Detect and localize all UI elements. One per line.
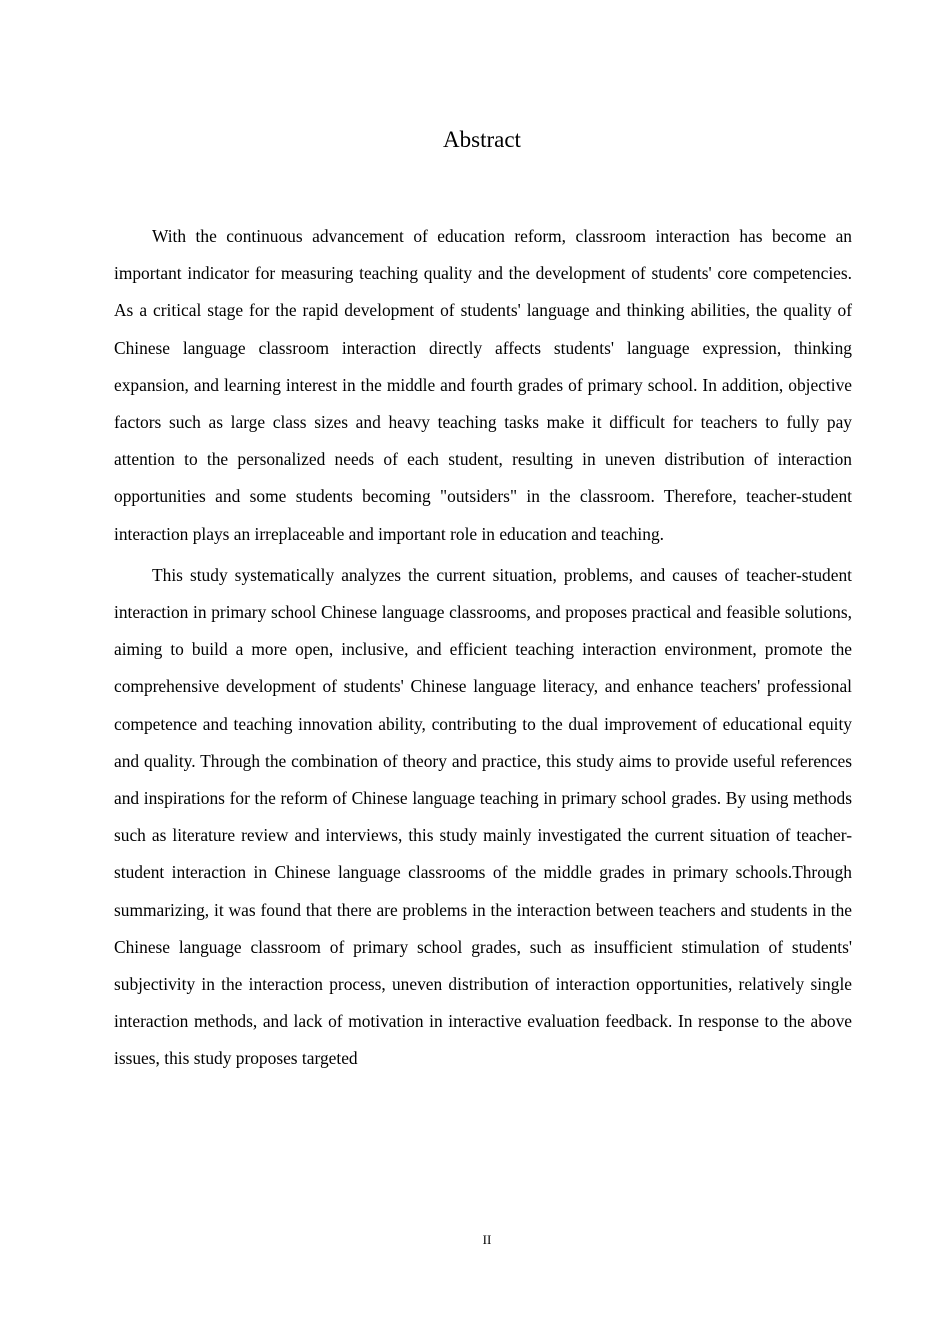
abstract-paragraph-1: With the continuous advancement of education reform, classroom interaction has become an important indicator for measuring teaching quality and the development of students' core competencies. As a critical stage for the rapid development of students' language and thinking abilities, the quality of Chinese language classroom interaction directly affects students' language expression, thinking expansion, and learning interest in the middle and fourth grades of primary school. In addition, objective factors such as large class sizes and heavy teaching tasks make it difficult for teachers to fully pay attention to the personalized needs of each student, resulting in uneven distribution of interaction opportunities and some students becoming "outsiders" in the classroom. Therefore, teacher-student interaction plays an irreplaceable and important role in education and teaching. [114,226,852,544]
abstract-paragraph-2: This study systematically analyzes the current situation, problems, and causes of teacher-student interaction in primary school Chinese language classrooms, and proposes practical and feasible solutions, aiming to build a more open, inclusive, and efficient teaching interaction environment, promote the comprehensive development of students' Chinese language literacy, and enhance teachers' professional competence and teaching innovation ability, contributing to the dual improvement of educational equity and quality. Through the combination of theory and practice, this study aims to provide useful references and inspirations for the reform of Chinese language teaching in primary school grades. By using methods such as literature review and interviews, this study mainly investigated the current situation of teacher-student interaction in Chinese language classrooms of the middle grades in primary schools.Through summarizing, it was found that there are problems in the interaction between teachers and students in the Chinese language classroom of primary school grades, such as insufficient stimulation of students' subjectivity in the interaction process, uneven distribution of interaction opportunities, relatively single interaction methods, and lack of motivation in interactive evaluation feedback. In response to the above issues, this study proposes targeted [114,564,852,1069]
abstract-title: Abstract [443,127,521,152]
page-number: II [482,1232,492,1247]
abstract-body [114,218,852,1078]
